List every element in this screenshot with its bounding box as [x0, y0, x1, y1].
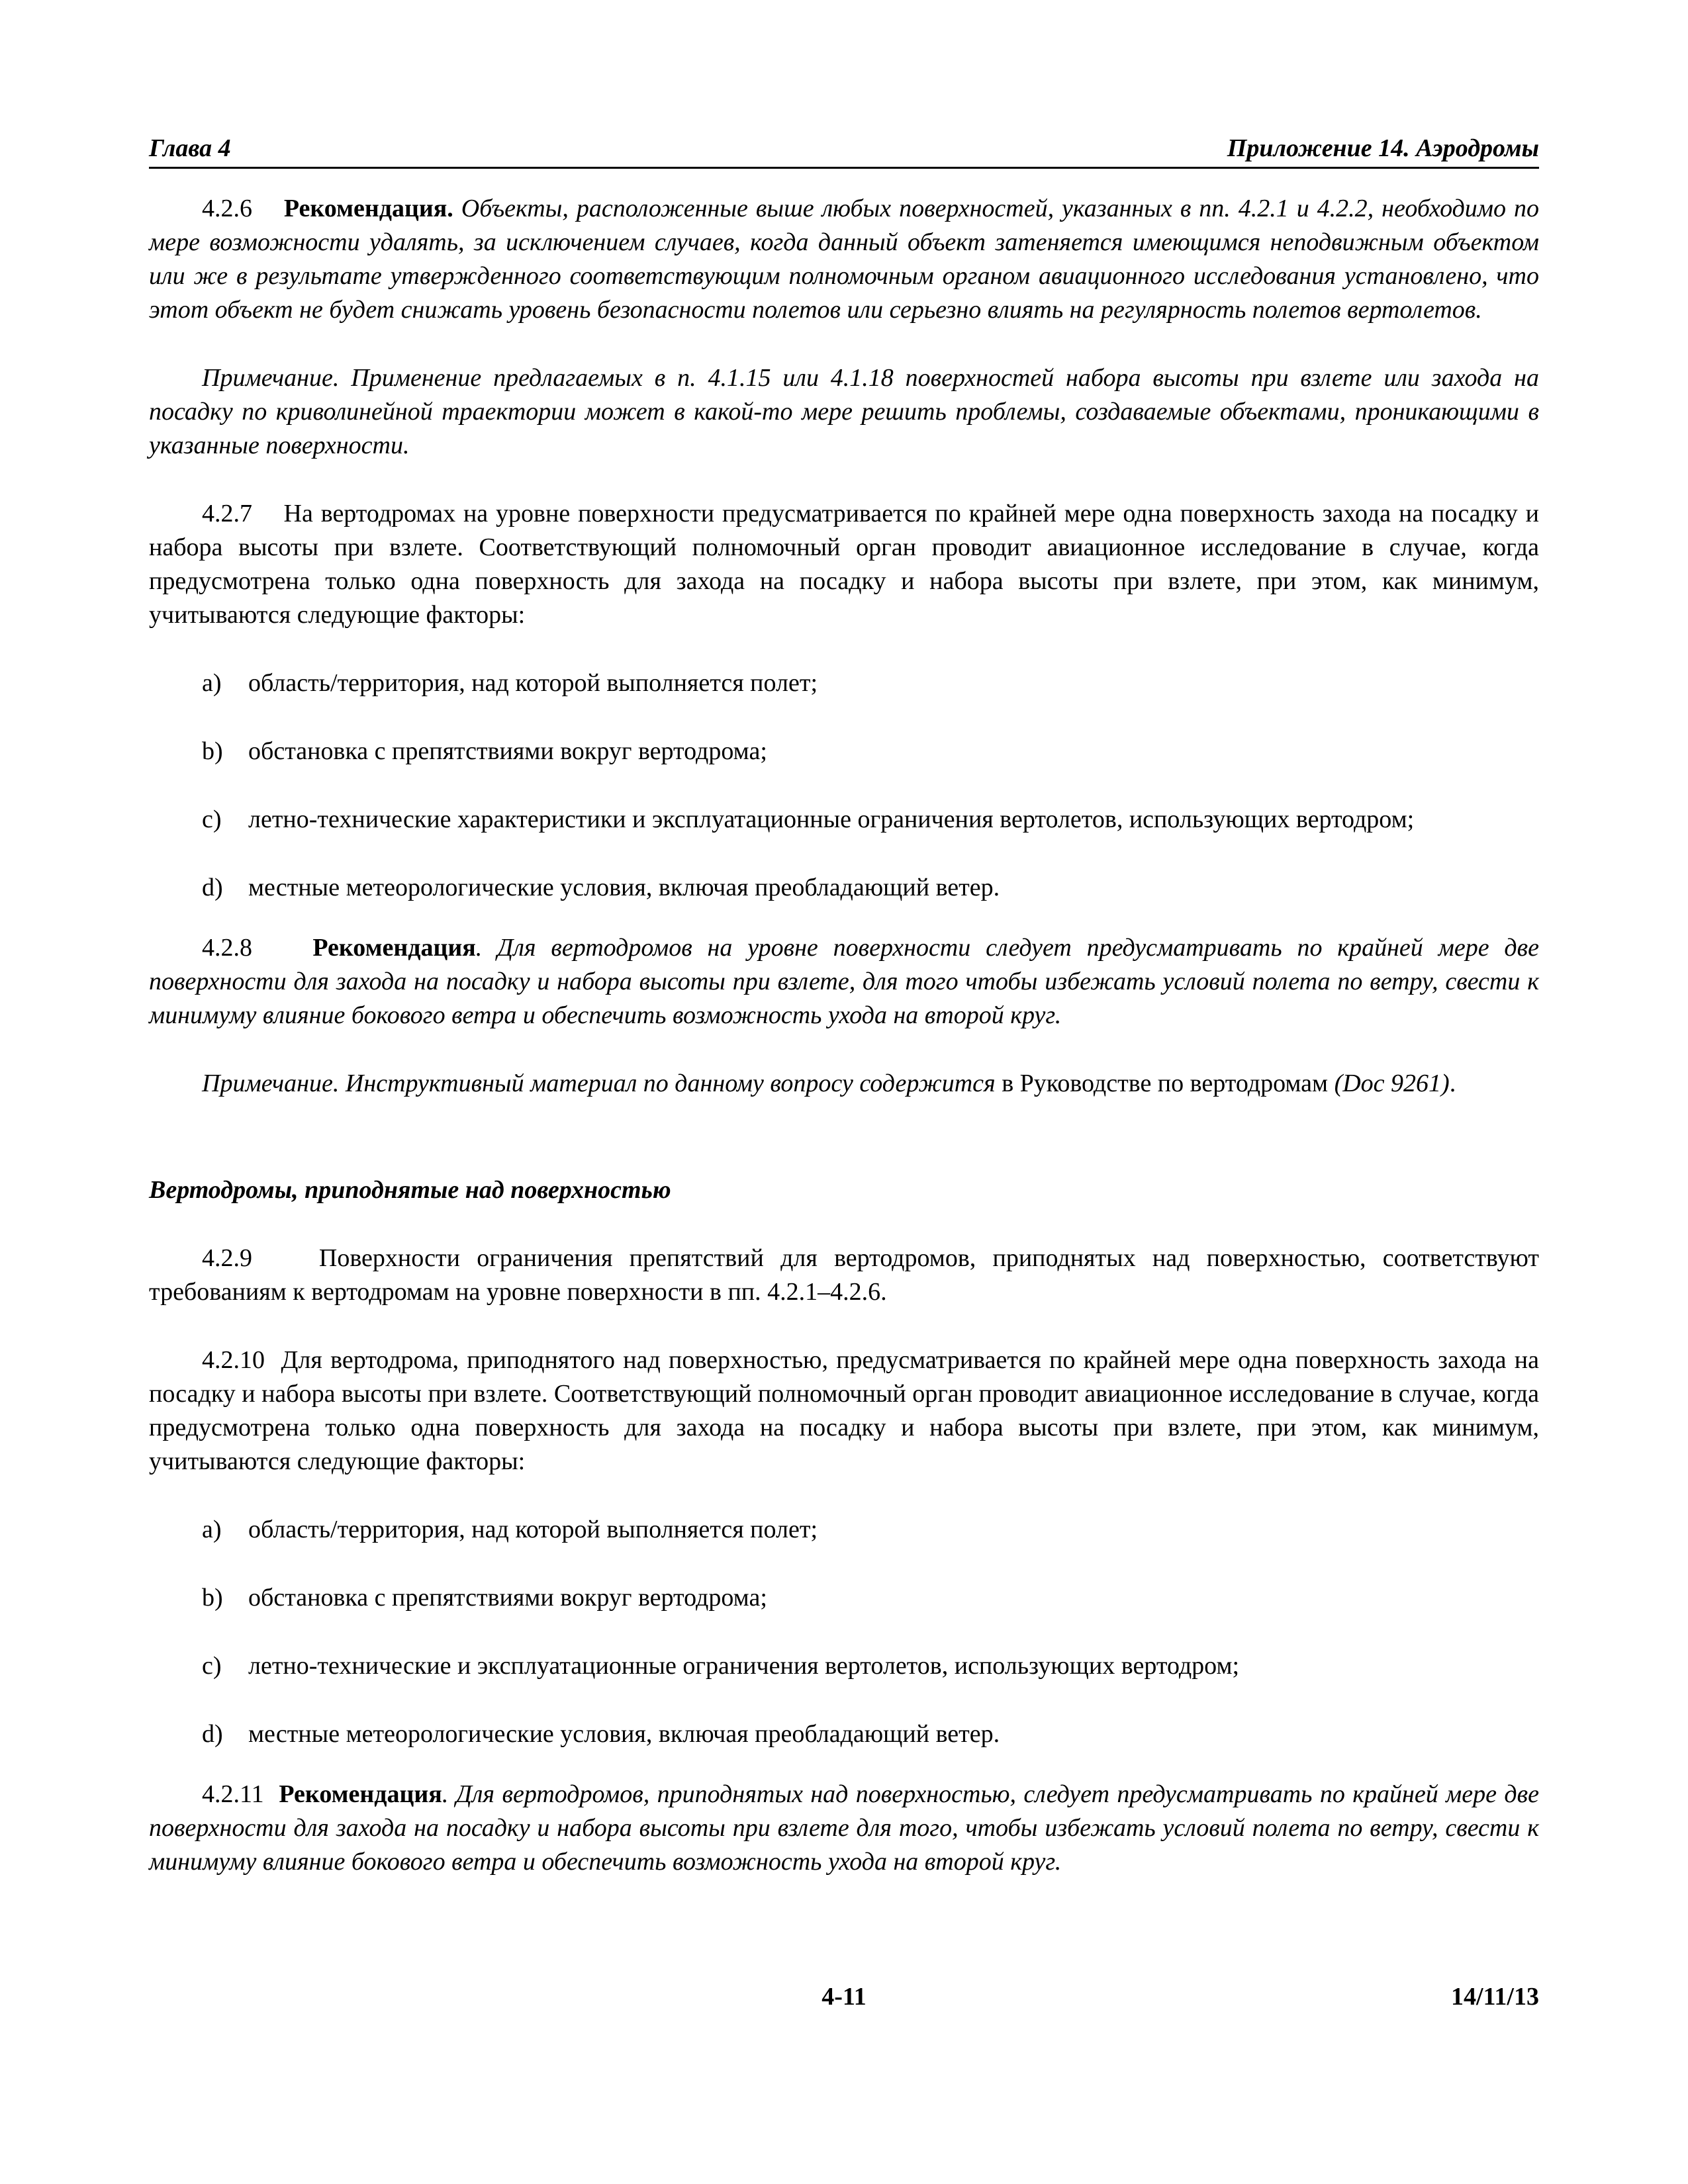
paragraph-4-2-6 [149, 192, 1539, 327]
para-text: Для вертодромов, приподнятых над поверхностью, следует предусматривать по крайней мере две поверхности для захода на посадку и набора высоты при взлете для того, чтобы избежать условий полета по ветру, свести к минимуму влияние бокового ветра и обеспечить возможность ухода на второй круг. [149, 1780, 1539, 1876]
para-number: 4.2.10 [202, 1346, 265, 1374]
note-2 [149, 1067, 1539, 1101]
factors-list-2 [149, 1513, 1539, 1751]
paragraph-4-2-7 [149, 497, 1539, 632]
page-body [149, 192, 1539, 1879]
section-heading: Вертодромы, приподнятые над поверхностью [149, 1176, 671, 1204]
label-dot: . [475, 934, 483, 962]
factors-list-1 [149, 666, 1539, 905]
list-label: c) [202, 1652, 222, 1680]
page-number: 4-11 [821, 1983, 867, 2011]
amendment-date: 14/11/13 [1450, 1983, 1539, 2011]
list-label: a) [202, 669, 222, 697]
paragraph-4-2-11 [149, 1778, 1539, 1879]
paragraph-4-2-10 [149, 1343, 1539, 1479]
annex-title: Приложение 14. Аэродромы [1227, 134, 1539, 162]
list-label: b) [202, 1584, 223, 1612]
list-item [149, 871, 1539, 905]
para-text: Поверхности ограничения препятствий для вертодромов, приподнятых над поверхностью, соответствуют требованиям к вертодромам на уровне поверхности в пп. 4.2.1–4.2.6. [149, 1244, 1539, 1306]
recommendation-label: Рекомендация. [283, 195, 453, 222]
list-text: область/территория, над которой выполняется полет; [248, 1516, 818, 1543]
para-text: Для вертодромов на уровне поверхности следует предусматривать по крайней мере две поверхности для захода на посадку и набора высоты при взлете, для того чтобы избежать условий полета по ветру, свести к минимуму влияние бокового ветра и обеспечить возможность ухода на второй круг. [149, 934, 1540, 1029]
list-item [149, 803, 1539, 837]
list-text: местные метеорологические условия, включая преобладающий ветер. [248, 1720, 1000, 1748]
para-number: 4.2.9 [202, 1244, 252, 1272]
label-dot: . [442, 1780, 449, 1808]
paragraph-4-2-8 [149, 931, 1539, 1032]
chapter-title: Глава 4 [149, 134, 231, 162]
list-item [149, 1717, 1539, 1751]
list-text: летно-технические характеристики и эксплуатационные ограничения вертолетов, использующих вертодром; [248, 805, 1415, 833]
list-label: b) [202, 737, 223, 765]
para-text: Для вертодрома, приподнятого над поверхностью, предусматривается по крайней мере одна поверхность захода на посадку и набора высоты при взлете. Соответствующий полномочный орган проводит авиационное исследование в случае, когда предусмотрена только одна поверхность для захода на посадку и набора высоты при взлете, при этом, как минимум, учитываются следующие факторы: [149, 1346, 1540, 1475]
list-text: обстановка с препятствиями вокруг вертодрома; [248, 737, 767, 765]
para-text: На вертодромах на уровне поверхности предусматривается по крайней мере одна поверхность захода на посадку и набора высоты при взлете. Соответствующий полномочный орган проводит авиационное исследование в случае, когда предусмотрена только одна поверхность для захода на посадку и набора высоты при взлете, при этом, как минимум, учитываются следующие факторы: [149, 500, 1540, 629]
recommendation-label: Рекомендация [279, 1780, 442, 1808]
para-number: 4.2.11 [202, 1780, 264, 1808]
list-item [149, 666, 1539, 700]
list-label: a) [202, 1516, 222, 1543]
list-text: летно-технические и эксплуатационные ограничения вертолетов, использующих вертодром; [248, 1652, 1240, 1680]
paragraph-4-2-9 [149, 1242, 1539, 1309]
list-label: c) [202, 805, 222, 833]
note-italic: Примечание. Инструктивный материал по данному вопросу содержится [202, 1069, 996, 1097]
list-label: d) [202, 874, 223, 901]
list-item [149, 1649, 1539, 1683]
para-number: 4.2.6 [202, 195, 252, 222]
note-1: Примечание. Применение предлагаемых в п. 4.1.15 или 4.1.18 поверхностей набора высоты при взлете или захода на посадку по криволинейной траектории может в какой-то мере решить проблемы, создаваемые объектами, проникающими в указанные поверхности. [149, 364, 1539, 459]
note-plain: в Руководстве по вертодромам [995, 1069, 1335, 1097]
list-label: d) [202, 1720, 223, 1748]
recommendation-label: Рекомендация [312, 934, 476, 962]
para-text: Объекты, расположенные выше любых поверхностей, указанных в пп. 4.2.1 и 4.2.2, необходимо по мере возможности удалять, за исключением случаев, когда данный объект затеняется имеющимся неподвижным объектом или же в результате утвержденного соответствующим полномочным органом авиационного исследования установлено, что этот объект не будет снижать уровень безопасности полетов или серьезно влиять на регулярность полетов вертолетов. [149, 195, 1540, 324]
list-text: область/территория, над которой выполняется полет; [248, 669, 818, 697]
list-text: обстановка с препятствиями вокруг вертодрома; [248, 1584, 767, 1612]
page-header [149, 126, 1539, 169]
list-text: местные метеорологические условия, включая преобладающий ветер. [248, 874, 1000, 901]
note-end: . [1449, 1069, 1456, 1097]
para-number: 4.2.7 [202, 500, 252, 527]
list-item [149, 1581, 1539, 1615]
page-footer [149, 1982, 1539, 2015]
para-number: 4.2.8 [202, 934, 252, 962]
doc-reference: (Doc 9261) [1334, 1069, 1450, 1097]
list-item [149, 735, 1539, 768]
list-item [149, 1513, 1539, 1547]
